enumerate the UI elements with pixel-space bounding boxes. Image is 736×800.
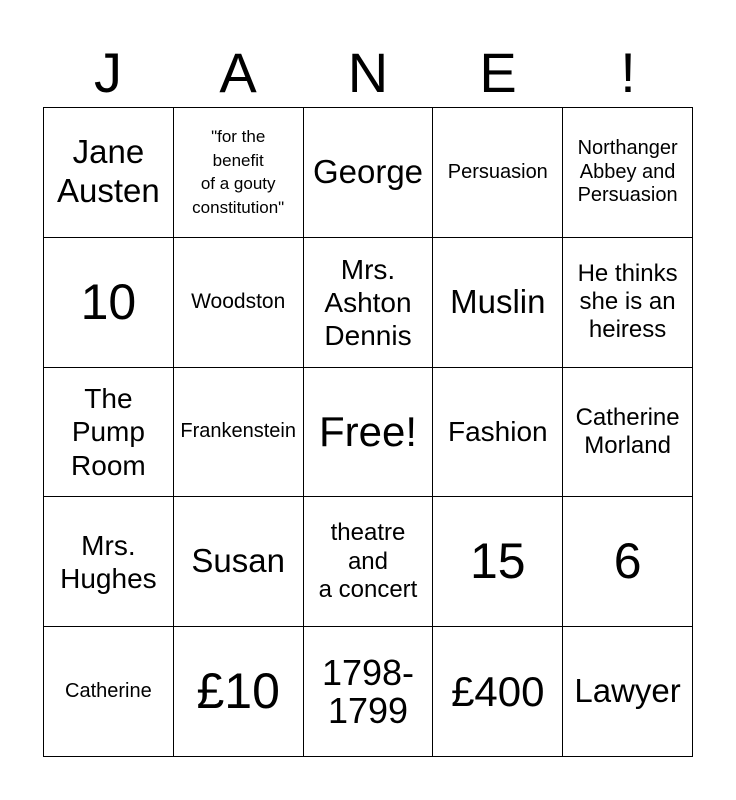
header-letter-j: J (94, 41, 122, 104)
bingo-cell-r5-c1[interactable]: Catherine (44, 627, 174, 757)
bingo-cell-r4-c2[interactable]: Susan (174, 497, 304, 627)
bingo-board (43, 107, 693, 757)
bingo-cell-r2-c3[interactable]: Mrs. Ashton Dennis (304, 238, 434, 368)
bingo-cell-r5-c4[interactable]: £400 (433, 627, 563, 757)
bingo-cell-r1-c1[interactable]: Jane Austen (44, 108, 174, 238)
bingo-cell-r4-c1[interactable]: Mrs. Hughes (44, 497, 174, 627)
header-letter-a: A (219, 41, 257, 104)
bingo-cell-r5-c2[interactable]: £10 (174, 627, 304, 757)
bingo-cell-r1-c4[interactable]: Persuasion (433, 108, 563, 238)
bingo-cell-r3-c4[interactable]: Fashion (433, 368, 563, 498)
header-letter-e: E (479, 41, 517, 104)
bingo-cell-r3-c2[interactable]: Frankenstein (174, 368, 304, 498)
bingo-cell-r1-c3[interactable]: George (304, 108, 434, 238)
bingo-cell-r2-c4[interactable]: Muslin (433, 238, 563, 368)
header-letter-n: N (347, 41, 389, 104)
bingo-cell-r5-c5[interactable]: Lawyer (563, 627, 693, 757)
header-letter-exclamation: ! (620, 41, 636, 104)
bingo-cell-r3-c1[interactable]: The Pump Room (44, 368, 174, 498)
bingo-cell-free[interactable]: Free! (304, 368, 434, 498)
bingo-header (43, 38, 693, 108)
bingo-cell-r2-c2[interactable]: Woodston (174, 238, 304, 368)
bingo-cell-r5-c3[interactable]: 1798- 1799 (304, 627, 434, 757)
bingo-cell-r1-c5[interactable]: Northanger Abbey and Persuasion (563, 108, 693, 238)
bingo-cell-r1-c2[interactable]: "for the benefit of a gouty constitution" (174, 108, 304, 238)
bingo-cell-r4-c4[interactable]: 15 (433, 497, 563, 627)
bingo-cell-r3-c5[interactable]: Catherine Morland (563, 368, 693, 498)
bingo-cell-r2-c5[interactable]: He thinks she is an heiress (563, 238, 693, 368)
bingo-cell-r2-c1[interactable]: 10 (44, 238, 174, 368)
bingo-cell-r4-c3[interactable]: theatre and a concert (304, 497, 434, 627)
bingo-cell-r4-c5[interactable]: 6 (563, 497, 693, 627)
